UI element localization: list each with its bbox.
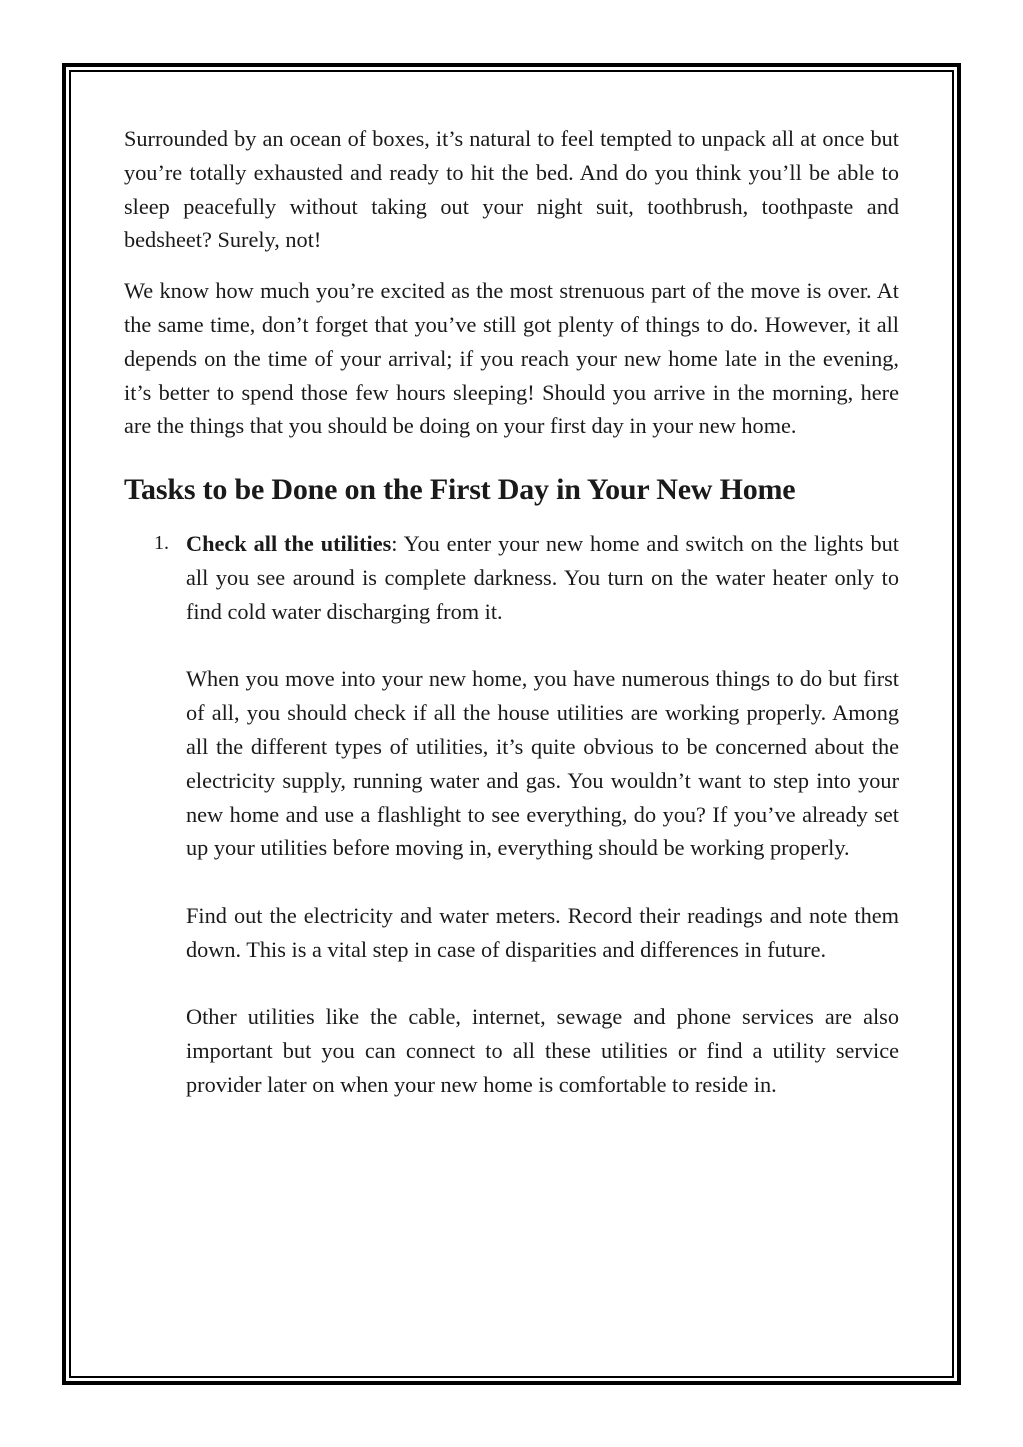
list-item-first-paragraph	[186, 527, 899, 628]
list-item-paragraph-2: When you move into your new home, you have numerous things to do but first of all, you should check if all the house utilities are working properly. Among all the different types of utilities, it’s quite obvious to be concerned about the electricity supply, running water and gas. You wouldn’t want to step into your new home and use a flashlight to see everything, do you? If you’ve already set up your utilities before moving in, everything should be working properly.	[186, 666, 899, 861]
intro-paragraph-2: We know how much you’re excited as the most strenuous part of the move is over. At the same time, don’t forget that you’ve still got plenty of things to do. However, it all depends on the time of your arrival; if you reach your new home late in the evening, it’s better to spend those few hours sleeping! Should you arrive in the morning, here are the things that you should be doing on your first day in your new home.	[124, 278, 899, 439]
list-item-paragraph-3: Find out the electricity and water meters. Record their readings and note them down. This is a vital step in case of disparities and differences in future.	[186, 902, 899, 962]
section-heading: Tasks to be Done on the First Day in Your New Home	[124, 473, 796, 507]
list-item	[124, 527, 899, 1102]
list-item-number: 1.	[154, 532, 169, 555]
list-item-lead: Check all the utilities	[186, 531, 392, 557]
intro-paragraph-1: Surrounded by an ocean of boxes, it’s natural to feel tempted to unpack all at once but you’re totally exhausted and ready to hit the bed. And do you think you’ll be able to sleep peacefully without taking out your night suit, toothbrush, toothpaste and bedsheet? Surely, not!	[124, 126, 899, 253]
list-item-paragraph-4: Other utilities like the cable, internet, sewage and phone services are also important but you can connect to all these utilities or find a utility service provider later on when your new home is comfortable to reside in.	[186, 1004, 899, 1097]
document-body	[124, 122, 899, 1102]
list-item-lead-text: : You enter your new home and switch on the lights but all you see around is complete darkness. You turn on the water heater only to find cold water discharging from it.	[186, 531, 899, 624]
